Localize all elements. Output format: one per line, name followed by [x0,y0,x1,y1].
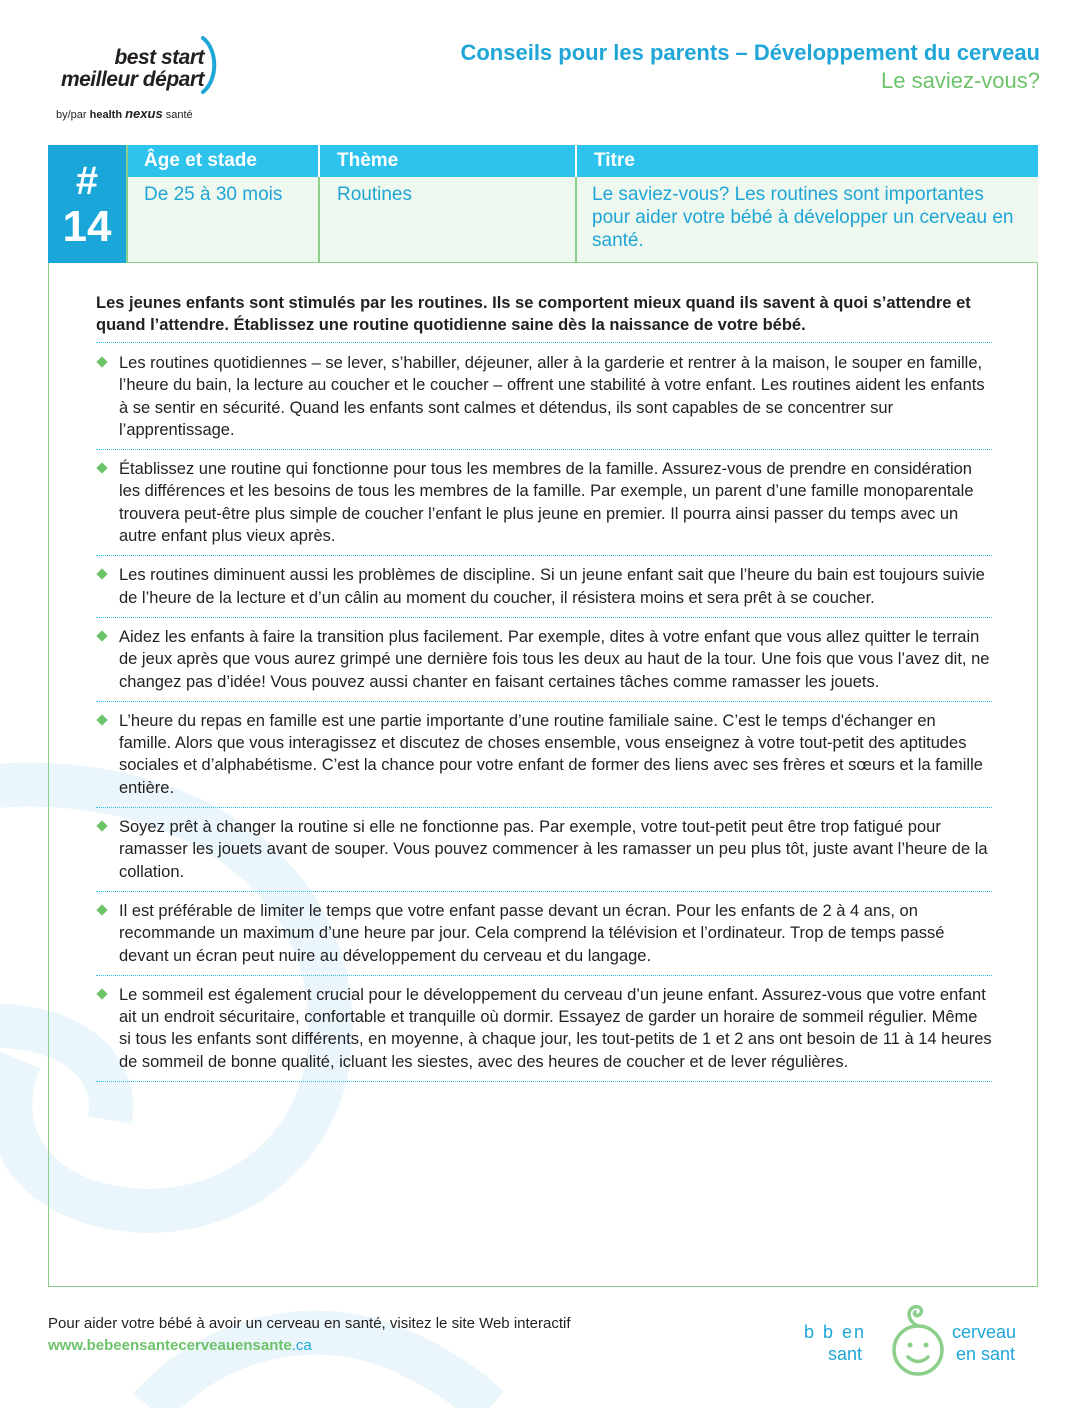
cell-theme: Routines [337,184,412,205]
table-header-divider [318,145,320,177]
table-header-divider [575,145,577,177]
footer-link-tld[interactable]: .ca [291,1337,312,1354]
list-item: Établissez une routine qui fonctionne pour tous les membres de la famille. Assurez-vous de prendre en considération les différences et les besoins de tous les membres de la famille. Par exemple, un parent d’une famille monoparentale trouvera peut-être plus simple de coucher l’enfant le plus jeune en premier. Il pourra ainsi passer du temps avec un autre enfant plus vieux après. [96,458,992,556]
logo-text-left-2: sant [828,1344,863,1364]
list-item: Le sommeil est également crucial pour le développement du cerveau d’un jeune enfant. Assurez-vous que votre enfant ait un endroit sécuritaire, confortable et tranquille où dormir. Essayez de garder un horaire de sommeil régulier. Même si tous les enfants sont différents, en moyenne, à chaque jour, les tout-petits de 1 et 2 ans ont besoin de 11 à 14 heures de sommeil de bonne qualité, icluant les siestes, avec des heures de coucher et de lever régulières. [96,984,992,1082]
smiley-baby-icon [888,1302,950,1378]
logo-line-2: meilleur départ [60,68,204,91]
logo-byline: by/par health nexus santé [56,106,193,121]
footer-link-domain[interactable]: www.bebeensantecerveauensante [48,1337,292,1354]
intro-paragraph: Les jeunes enfants sont stimulés par les routines. Ils se comportent mieux quand ils savent à quoi s’attendre et quand l’attendre. Établissez une routine quotidienne saine dès la naissance de votre bébé. [96,294,971,334]
dotted-divider [96,342,992,343]
best-start-logo [56,36,226,126]
footer-text: Pour aider votre bébé à avoir un cerveau en santé, visitez le site Web interactif [48,1315,571,1332]
footer-link[interactable] [48,1337,312,1354]
column-header-age: Âge et stade [144,150,257,171]
list-item: Aidez les enfants à faire la transition plus facilement. Par exemple, dites à votre enfant que vous allez quitter le terrain de jeux après que vous aurez grimpé une dernière fois tous les deux au haut de la tour. Une fois que vous l’avez dit, ne changez pas d’idée! Vous pouvez aussi chanter en faisant certaines tâches comme ramasser les jouets. [96,626,992,702]
diamond-bullet-icon [96,630,107,641]
diamond-bullet-icon [96,463,107,474]
bebe-en-sante-logo [800,1300,1040,1380]
diamond-bullet-icon [96,820,107,831]
info-table-row [126,177,1038,263]
list-item: Les routines quotidiennes – se lever, s’habiller, déjeuner, aller à la garderie et rentrer à la maison, le souper en famille, l’heure du bain, la lecture au coucher et le coucher – offrent une stabilité à votre enfant. Les routines aident les enfants à se sentir en sécurité. Quand les enfants sont calmes et détendus, ils sont capables de se concentrer sur l’apprentissage. [96,352,992,450]
tip-number: 14 [62,202,112,251]
list-item: Soyez prêt à changer la routine si elle ne fonctionne pas. Par exemple, votre tout-petit peut être trop fatigué pour ramasser les jouets avant de souper. Vous pouvez commencer à les ramasser un peu plus tôt, juste avant l’heure de la collation. [96,816,992,892]
list-item: L’heure du repas en famille est une partie importante d’une routine familiale saine. C’est le temps d'échanger en famille. Alors que vous interagissez et discutez de choses ensemble, vous enseignez à votre tout-petit des aptitudes sociales et d’alphabétisme. C’est la chance pour votre enfant de former des liens avec ses frères et sœurs et la famille entière. [96,710,992,808]
page-subtitle: Le saviez-vous? [881,68,1040,93]
logo-line-1: best start [114,46,204,69]
table-divider [126,145,128,263]
logo-text-right-2: en sant [956,1344,1016,1364]
tip-number-box [48,145,126,263]
tip-number-hash: # [75,159,99,203]
logo-text-right-1: cerveau [952,1322,1017,1342]
logo-bracket-icon [198,36,220,94]
page-title: Conseils pour les parents – Développement du cerveau [460,40,1040,65]
logo-text-left-1: b b en [804,1322,867,1342]
cell-title: Le saviez-vous? Les routines sont importantes pour aider votre bébé à développer un cerveau en santé. [592,184,1014,251]
list-item: Il est préférable de limiter le temps que votre enfant passe devant un écran. Pour les enfants de 2 à 4 ans, on recommande un maximum d’une heure par jour. Cela comprend la télévision et l’ordinateur. Trop de temps passé devant un écran peut nuire au développement du cerveau et du langage. [96,900,992,976]
info-table-header [126,145,1038,177]
column-header-title: Titre [594,150,635,171]
cell-age: De 25 à 30 mois [144,184,283,205]
diamond-bullet-icon [96,356,107,367]
diamond-bullet-icon [96,714,107,725]
diamond-bullet-icon [96,988,107,999]
column-header-theme: Thème [337,150,399,171]
tips-list [96,352,992,1090]
diamond-bullet-icon [96,904,107,915]
list-item: Les routines diminuent aussi les problèmes de discipline. Si un jeune enfant sait que l’heure du bain est toujours suivie de l’heure de la lecture et d’un câlin au moment du coucher, il résistera moins et sera prêt à se coucher. [96,564,992,618]
diamond-bullet-icon [96,569,107,580]
